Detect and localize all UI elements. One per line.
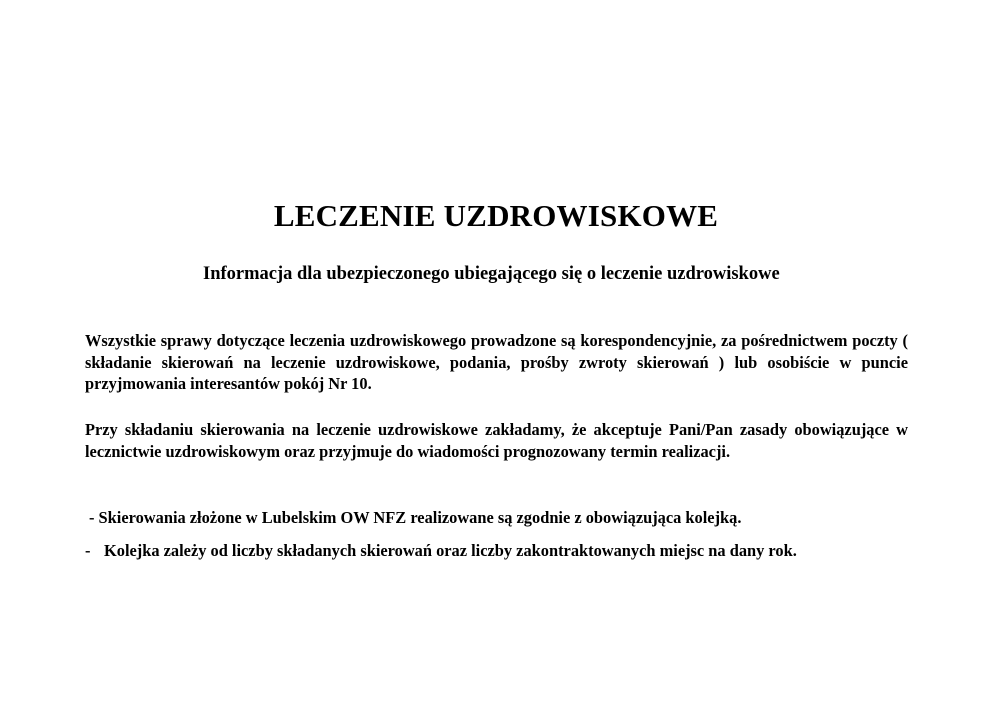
page-subtitle: Informacja dla ubezpieczonego ubiegającego się o leczenie uzdrowiskowe [203,264,780,284]
bullet-queue-order: - Skierowania złożone w Lubelskim OW NFZ realizowane są zgodnie z obowiązująca kolejką. [89,508,742,527]
page-title: LECZENIE UZDROWISKOWE [273,198,719,233]
paragraph-correspondence: Wszystkie sprawy dotyczące leczenia uzdrowiskowego prowadzone są korespondencyjnie, za pośrednictwem poczty ( składanie skierowań na leczenie uzdrowiskowe, podania, prośby zwroty skierowań ) lub osobiście w puncie przyjmowania interesantów pokój Nr 10. [85,331,908,393]
bullet-queue-factors [85,540,797,561]
bullet-text: Kolejka zależy od liczby składanych skierowań oraz liczby zakontraktowanych miejsc na dany rok. [104,541,797,560]
bullet-marker: - [85,541,91,560]
paragraph-acceptance: Przy składaniu skierowania na leczenie uzdrowiskowe zakładamy, że akceptuje Pani/Pan zasady obowiązujące w lecznictwie uzdrowiskowym oraz przyjmuje do wiadomości prognozowany termin realizacji. [85,420,908,461]
